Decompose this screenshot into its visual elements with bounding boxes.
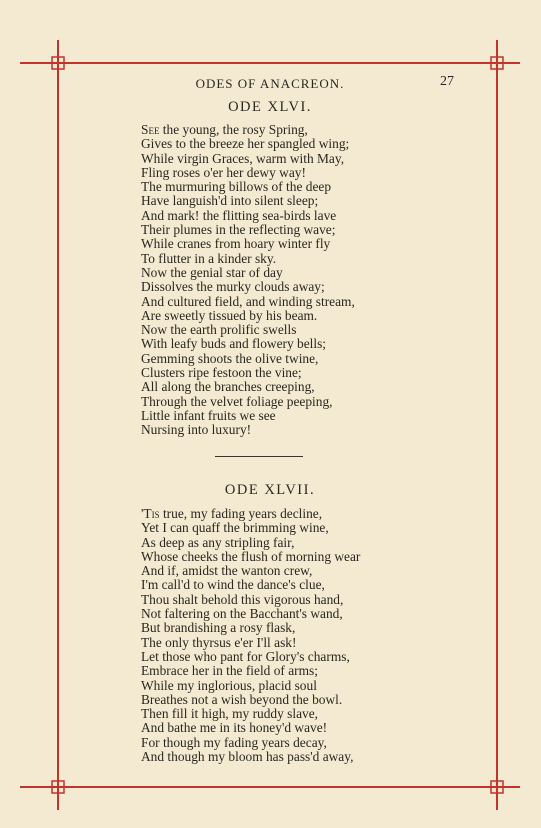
corner-cross-ornament <box>43 772 73 802</box>
drop-word: See <box>141 122 160 137</box>
drop-word: 'Tis <box>141 506 160 521</box>
poem-line: Gives to the breeze her spangled wing; <box>141 136 350 152</box>
ode-46-title: ODE XLVI. <box>228 99 312 115</box>
poem-line: As deep as any stripling fair, <box>141 534 295 550</box>
corner-cross-ornament <box>482 48 512 78</box>
poem-line: While virgin Graces, warm with May, <box>141 150 345 166</box>
poem-line: Yet I can quaff the brimming wine, <box>141 520 329 536</box>
corner-cross-ornament <box>43 48 73 78</box>
poem-line: Whose cheeks the flush of morning wear <box>141 548 361 564</box>
poem-line: Now the genial star of day <box>141 264 283 280</box>
poem-line: While my inglorious, placid soul <box>141 677 317 693</box>
poem-line: All along the branches creeping, <box>141 379 315 395</box>
poem-line: Let those who pant for Glory's charms, <box>141 648 350 664</box>
poem-line: For though my fading years decay, <box>141 734 327 750</box>
poem-line-text: true, my fading years decline, <box>159 506 323 521</box>
ode-46-poem <box>141 123 355 438</box>
poem-line <box>141 123 355 137</box>
poem-line: Now the earth prolific swells <box>141 322 297 338</box>
poem-line: Clusters ripe festoon the vine; <box>141 365 302 381</box>
right-border-rule <box>496 40 498 810</box>
poem-line: Fling roses o'er her dewy way! <box>141 164 306 180</box>
poem-line: Thou shalt behold this vigorous hand, <box>141 591 344 607</box>
poem-line: Through the velvet foliage peeping, <box>141 393 333 409</box>
poem-line: And cultured field, and winding stream, <box>141 293 355 309</box>
poem-line: The murmuring billows of the deep <box>141 179 332 195</box>
poem-line: Breathes not a wish beyond the bowl. <box>141 691 343 707</box>
poem-line: Embrace her in the field of arms; <box>141 663 318 679</box>
ode-47-poem <box>141 507 360 764</box>
poem-line-text: the young, the rosy Spring, <box>159 122 308 137</box>
corner-cross-ornament <box>482 772 512 802</box>
poem-line: Nursing into luxury! <box>141 422 252 438</box>
poem-line: While cranes from hoary winter fly <box>141 236 331 252</box>
poem-line: Then fill it high, my ruddy slave, <box>141 706 319 722</box>
poem-line: Have languish'd into silent sleep; <box>141 193 319 209</box>
poem-line: Are sweetly tissued by his beam. <box>141 307 318 323</box>
poem-line: And bathe me in its honey'd wave! <box>141 720 328 736</box>
poem-line: I'm call'd to wind the dance's clue, <box>141 577 325 593</box>
poem-line: With leafy buds and flowery bells; <box>141 336 327 352</box>
ode-47-title: ODE XLVII. <box>224 482 316 498</box>
top-border-rule <box>20 62 520 64</box>
poem-line: And though my bloom has pass'd away, <box>141 749 354 765</box>
poem-line: And if, amidst the wanton crew, <box>141 563 313 579</box>
poem-line: But brandishing a rosy flask, <box>141 620 296 636</box>
poem-line: Dissolves the murky clouds away; <box>141 279 325 295</box>
bottom-border-rule <box>20 786 520 788</box>
poem-line <box>141 507 360 521</box>
poem-line: Not faltering on the Bacchant's wand, <box>141 606 343 622</box>
running-title: ODES OF ANACREON. <box>195 76 345 91</box>
poem-line: Gemming shoots the olive twine, <box>141 350 319 366</box>
section-divider <box>215 456 303 457</box>
poem-line: The only thyrsus e'er I'll ask! <box>141 634 297 650</box>
poem-line: Their plumes in the reflecting wave; <box>141 222 336 238</box>
poem-line: And mark! the flitting sea-birds lave <box>141 207 337 223</box>
page-number: 27 <box>440 74 454 89</box>
poem-line: To flutter in a kinder sky. <box>141 250 277 266</box>
poem-line: Little infant fruits we see <box>141 407 276 423</box>
left-border-rule <box>57 40 59 810</box>
